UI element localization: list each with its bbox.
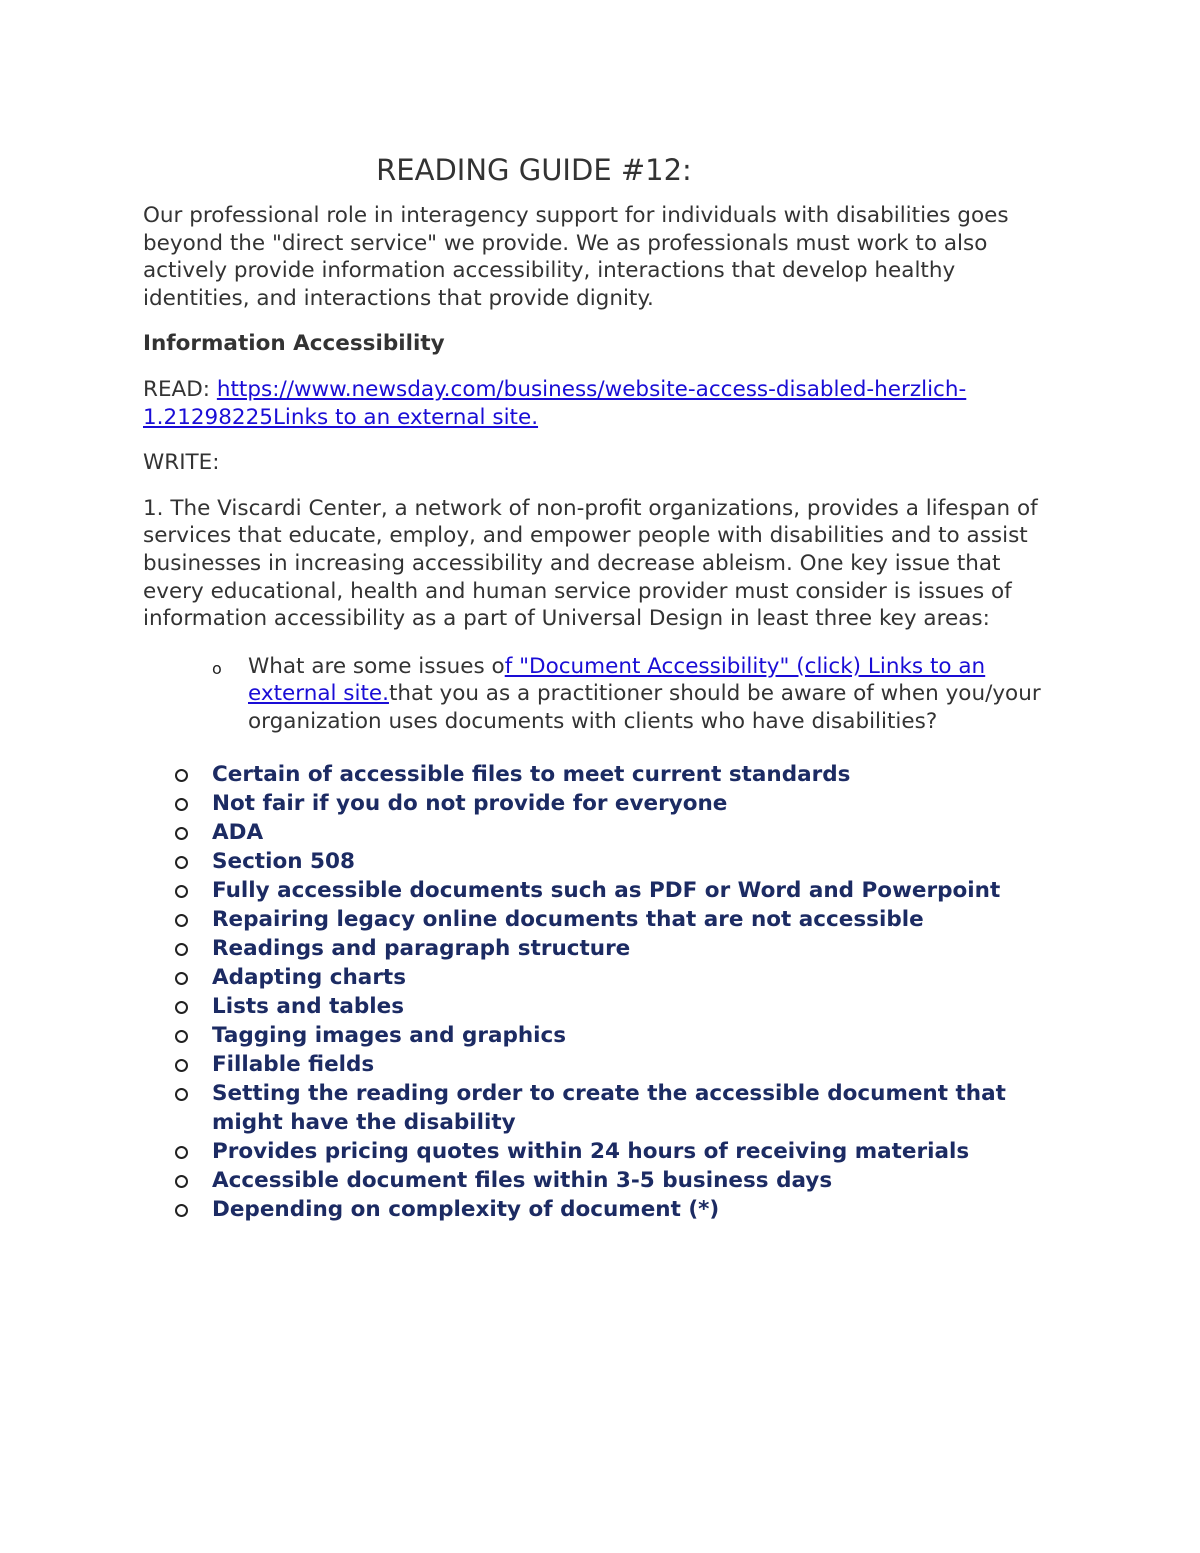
hollow-circle-bullet-icon [175,1088,188,1101]
document-page [143,150,1063,1224]
page-title: READING GUIDE #12: [376,153,692,187]
hollow-circle-bullet-icon [175,856,188,869]
hollow-circle-bullet-icon [175,827,188,840]
sub-question-list [143,653,1063,736]
answer-item: Not fair if you do not provide for everyone [143,789,1063,818]
hollow-circle-bullet-icon [175,943,188,956]
intro-paragraph: Our professional role in interagency support for individuals with disabilities goes beyond the "direct service" we provide. We as professionals must work to also actively provide information accessibility, interactions that develop healthy identities, and interactions that provide dignity. [143,203,1009,311]
answer-item: Depending on complexity of document (*) [143,1195,1063,1224]
answer-item: Certain of accessible files to meet current standards [143,760,1063,789]
write-label: WRITE: [143,450,220,476]
hollow-circle-bullet-icon [175,1059,188,1072]
answer-item: Accessible document files within 3-5 business days [143,1166,1063,1195]
answer-item: Fully accessible documents such as PDF or Word and Powerpoint [143,876,1063,905]
answer-item: Tagging images and graphics [143,1021,1063,1050]
answer-item: Setting the reading order to create the accessible document that might have the disability [143,1079,1063,1137]
hollow-circle-bullet-icon [175,1175,188,1188]
answer-item: Section 508 [143,847,1063,876]
sub-question-text-end: that you as a practitioner should be aware of when you/your organization uses documents with clients who have disabilities? [248,681,1041,734]
document-accessibility-link[interactable]: f "Document Accessibility" (click) Links to an external site. [248,653,986,707]
hollow-circle-bullet-icon [175,885,188,898]
hollow-circle-bullet-icon [175,798,188,811]
hollow-circle-bullet-icon [175,1030,188,1043]
newsday-article-link[interactable]: https://www.newsday.com/business/website-access-disabled-herzlich-1.21298225Links to an external site. [143,376,967,430]
sub-question-item [143,653,1063,736]
answer-item: Repairing legacy online documents that are not accessible [143,905,1063,934]
answer-item: Adapting charts [143,963,1063,992]
hollow-circle-bullet-icon [175,769,188,782]
hollow-circle-bullet-icon [175,1204,188,1217]
answer-item: Readings and paragraph structure [143,934,1063,963]
hollow-circle-bullet-icon [175,914,188,927]
read-line [143,376,1063,431]
sub-question-text-start: What are some issues o [248,653,505,679]
answer-list [143,760,1063,1224]
hollow-circle-bullet-icon [175,1001,188,1014]
question-1: 1. The Viscardi Center, a network of non-profit organizations, provides a lifespan of services that educate, employ, and empower people with disabilities and to assist businesses in increasing accessibility and decrease ableism. One key issue that every educational, health and human service provider must consider is issues of information accessibility as a part of Universal Design in least three key areas: [143,495,1038,632]
sub-question-bullet: o [212,658,222,678]
answer-item: ADA [143,818,1063,847]
section-heading: Information Accessibility [143,331,445,357]
hollow-circle-bullet-icon [175,972,188,985]
answer-item: Fillable fields [143,1050,1063,1079]
hollow-circle-bullet-icon [175,1146,188,1159]
read-label: READ: [143,376,217,402]
answer-item: Provides pricing quotes within 24 hours of receiving materials [143,1137,1063,1166]
answer-item: Lists and tables [143,992,1063,1021]
